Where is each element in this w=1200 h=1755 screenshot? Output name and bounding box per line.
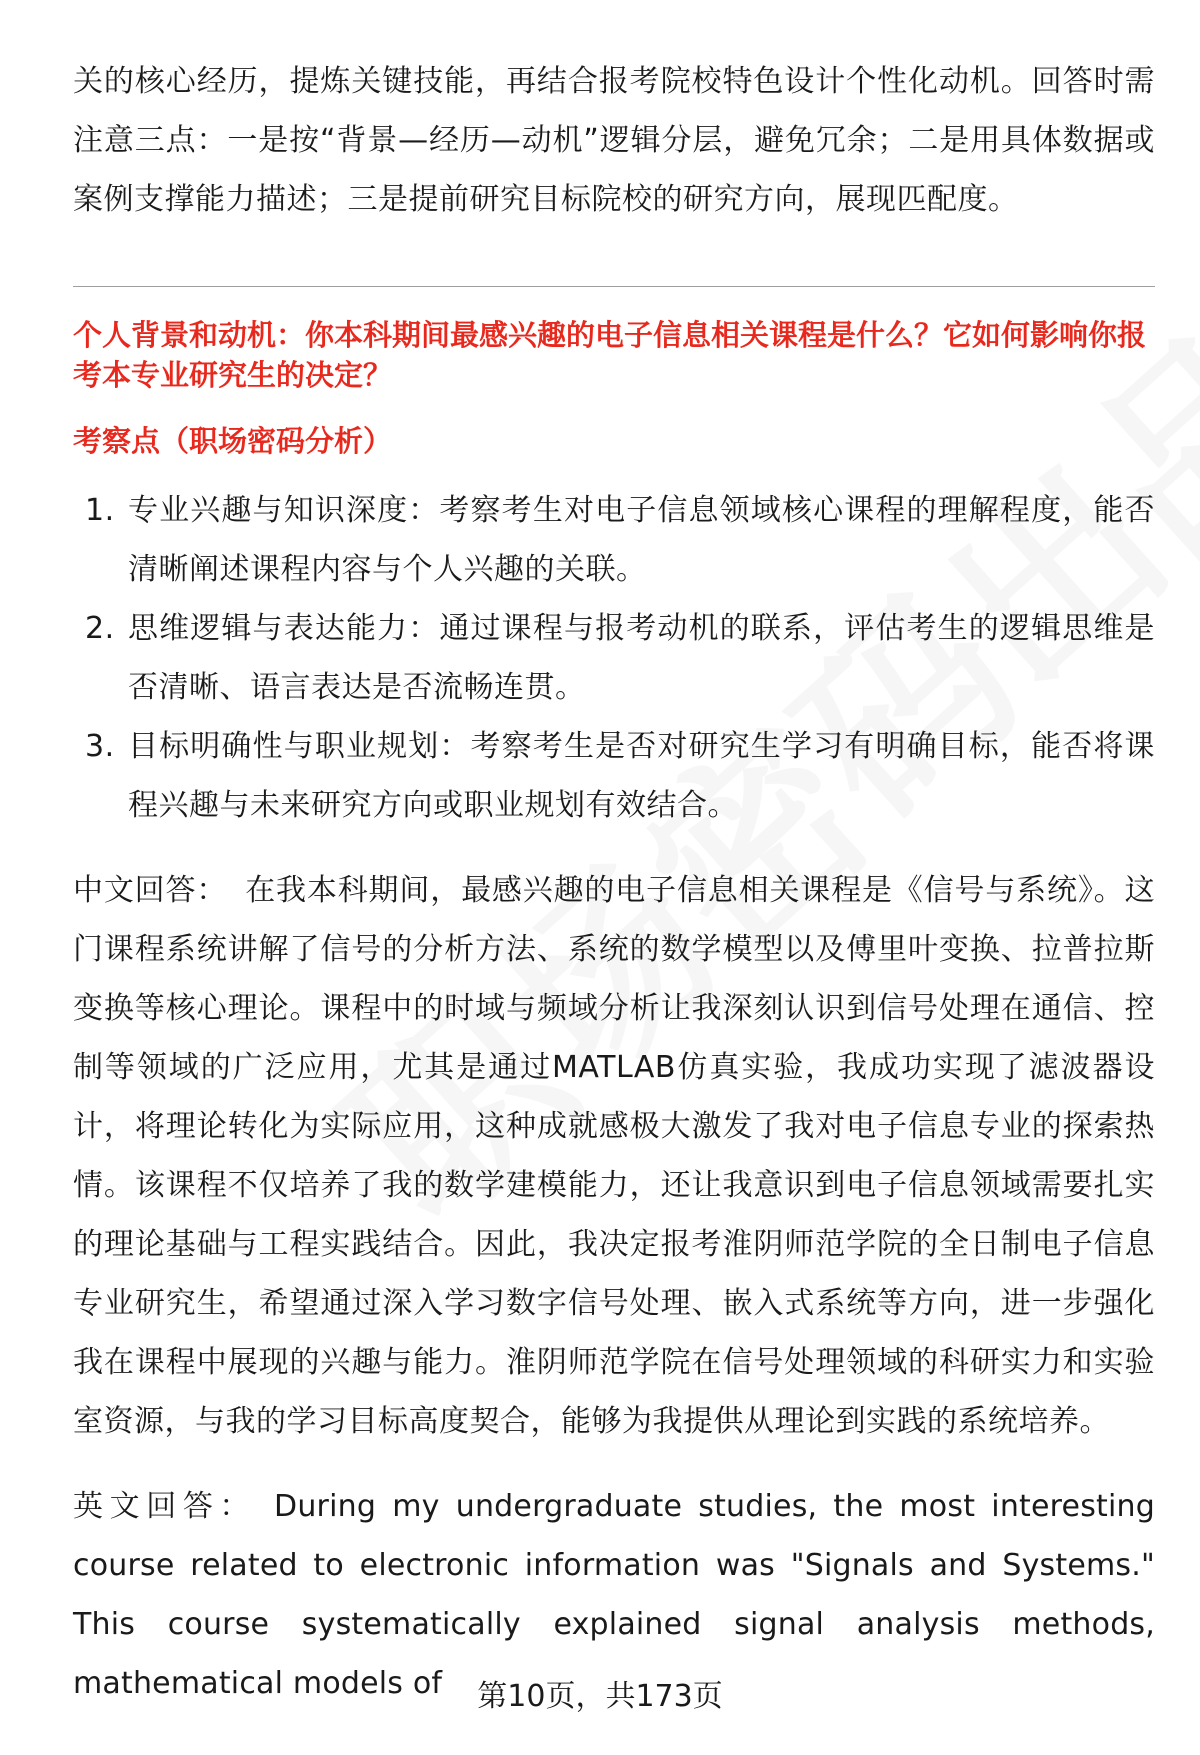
english-answer-text: During my undergraduate studies, the most interesting course related to electronic information was "Signals and Systems." This course systematically explained signal analysis methods, mathematical models of bbox=[73, 1489, 1155, 1701]
english-answer-label: 英文回答： bbox=[73, 1489, 257, 1524]
intro-paragraph: 关的核心经历，提炼关键技能，再结合报考院校特色设计个性化动机。回答时需注意三点：一是按“背景—经历—动机”逻辑分层，避免冗余；二是用具体数据或案例支撑能力描述；三是提前研究目标院校的研究方向，展现匹配度。 bbox=[73, 64, 1155, 217]
assessment-points-title: 考察点（职场密码分析） bbox=[73, 424, 393, 458]
list-item-text: 思维逻辑与表达能力：通过课程与报考动机的联系，评估考生的逻辑思维是否清晰、语言表达是否流畅连贯。 bbox=[128, 611, 1155, 705]
list-item-number: 3. bbox=[85, 729, 115, 764]
chinese-answer-label: 中文回答： bbox=[73, 873, 228, 908]
list-item bbox=[73, 717, 1155, 835]
list-item-number: 1. bbox=[85, 493, 115, 528]
chinese-answer-text: 在我本科期间，最感兴趣的电子信息相关课程是《信号与系统》。这门课程系统讲解了信号的分析方法、系统的数学模型以及傅里叶变换、拉普拉斯变换等核心理论。课程中的时域与频域分析让我深刻认识到信号处理在通信、控制等领域的广泛应用，尤其是通过MATLAB仿真实验，我成功实现了滤波器设计，将理论转化为实际应用，这种成就感极大激发了我对电子信息专业的探索热情。该课程不仅培养了我的数学建模能力，还让我意识到电子信息领域需要扎实的理论基础与工程实践结合。因此，我决定报考淮阴师范学院的全日制电子信息专业研究生，希望通过深入学习数字信号处理、嵌入式系统等方向，进一步强化我在课程中展现的兴趣与能力。淮阴师范学院在信号处理领域的科研实力和实验室资源，与我的学习目标高度契合，能够为我提供从理论到实践的系统培养。 bbox=[73, 873, 1156, 1439]
assessment-points-list bbox=[73, 481, 1155, 835]
question-heading: 个人背景和动机：你本科期间最感兴趣的电子信息相关课程是什么？它如何影响你报考本专业研究生的决定？ bbox=[73, 318, 1147, 392]
section-divider bbox=[73, 286, 1155, 287]
list-item-number: 2. bbox=[85, 611, 115, 646]
document-page bbox=[73, 50, 1155, 1713]
chinese-answer bbox=[73, 861, 1155, 1451]
list-item-text: 目标明确性与职业规划：考察考生是否对研究生学习有明确目标，能否将课程兴趣与未来研究方向或职业规划有效结合。 bbox=[128, 729, 1155, 823]
list-item bbox=[73, 599, 1155, 717]
list-item-text: 专业兴趣与知识深度：考察考生对电子信息领域核心课程的理解程度，能否清晰阐述课程内容与个人兴趣的关联。 bbox=[128, 493, 1155, 587]
page-number-footer: 第10页，共173页 bbox=[477, 1679, 723, 1714]
list-item bbox=[73, 481, 1155, 599]
